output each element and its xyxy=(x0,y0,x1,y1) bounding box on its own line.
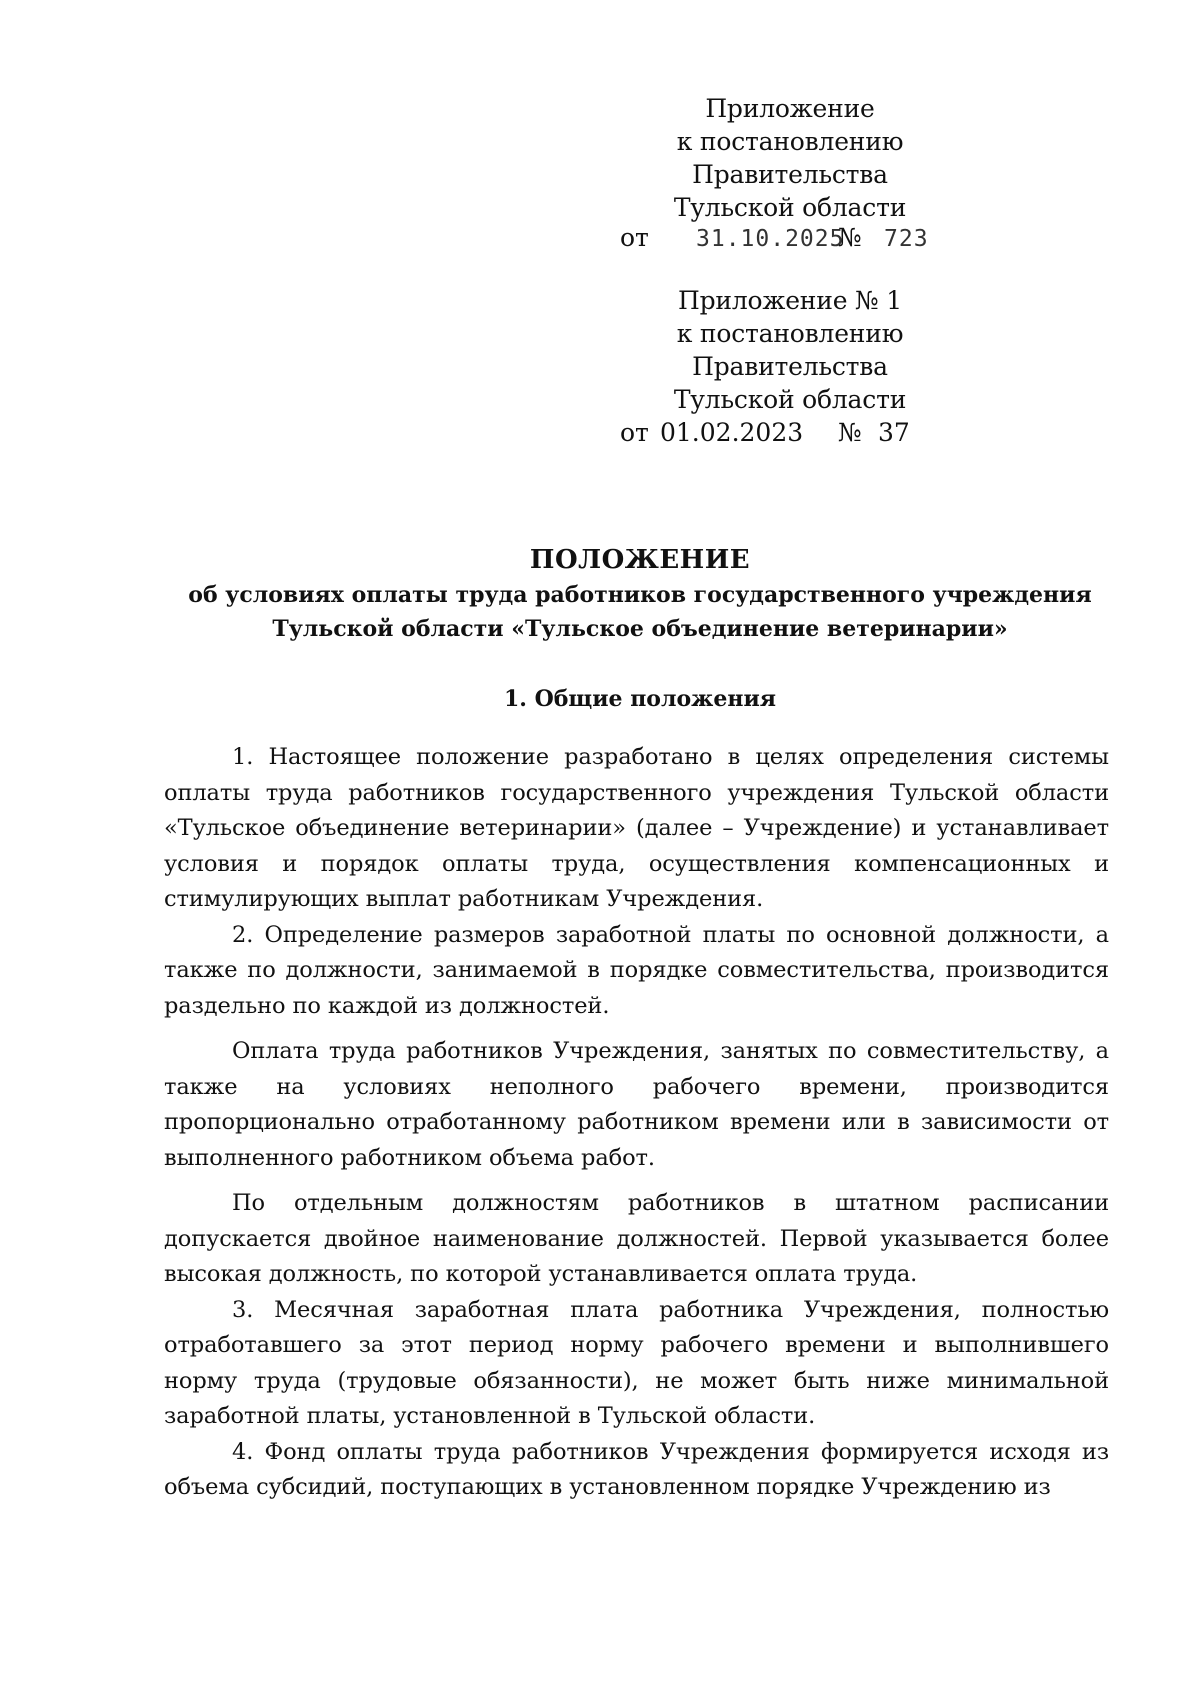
paragraph: 4. Фонд оплаты труда работников Учреждения формируется исходя из объема субсидий, поступающих в установленном порядке Учреждению из xyxy=(164,1438,1109,1500)
appendix-date-line-original xyxy=(620,416,1040,450)
title-subtitle-line2: Тульской области «Тульское объединение ветеринарии» xyxy=(272,616,1008,642)
number-sign: № xyxy=(838,223,862,252)
appendix-label: Приложение xyxy=(705,94,875,123)
date-prefix: от xyxy=(620,223,649,252)
paragraph: 2. Определение размеров заработной платы по основной должности, а также по должности, занимаемой в порядке совместительства, производится раздельно по каждой из должностей. xyxy=(164,921,1109,1019)
appendix-resolution: к постановлению Правительства xyxy=(676,319,904,381)
resolution-date: 01.02.2023 xyxy=(660,418,804,447)
appendix-region: Тульской области xyxy=(673,385,907,414)
title-subtitle-line1: об условиях оплаты труда работников государственного учреждения xyxy=(188,582,1092,608)
resolution-date: 31.10.2025 xyxy=(696,226,845,252)
title-main: ПОЛОЖЕНИЕ xyxy=(529,545,751,575)
paragraph: 3. Месячная заработная плата работника Учреждения, полностью отработавшего за этот период норму рабочего времени и выполнившего норму труда (трудовые обязанности), не может быть ниже минимальной заработной платы, установленной в Тульской области. xyxy=(164,1296,1109,1429)
paragraph: 1. Настоящее положение разработано в целях определения системы оплаты труда работников государственного учреждения Тульской области «Тульское объединение ветеринарии» (далее – Учреждение) и устанавливает условия и порядок оплаты труда, осуществления компенсационных и стимулирующих выплат работникам Учреждения. xyxy=(164,744,1109,912)
appendix-header-original xyxy=(580,284,1000,416)
resolution-number: 37 xyxy=(878,418,910,447)
paragraph: Оплата труда работников Учреждения, занятых по совместительству, а также на условиях неполного рабочего времени, производится пропорционально отработанному работником времени или в зависимости от выполненного работником объема работ. xyxy=(164,1038,1109,1171)
appendix-date-line-current xyxy=(620,221,1040,255)
appendix-label: Приложение № 1 xyxy=(678,286,902,315)
appendix-region: Тульской области xyxy=(673,193,907,222)
appendix-resolution: к постановлению Правительства xyxy=(676,127,904,189)
section-heading: 1. Общие положения xyxy=(503,686,777,712)
resolution-number: 723 xyxy=(884,226,929,252)
appendix-header-current xyxy=(580,92,1000,224)
document-title xyxy=(120,542,1160,646)
number-sign: № xyxy=(838,418,862,447)
section-body xyxy=(164,740,1109,1506)
date-prefix: от xyxy=(620,418,649,447)
paragraph: По отдельным должностям работников в штатном расписании допускается двойное наименование должностей. Первой указывается более высокая должность, по которой устанавливается оплата труда. xyxy=(164,1190,1109,1287)
